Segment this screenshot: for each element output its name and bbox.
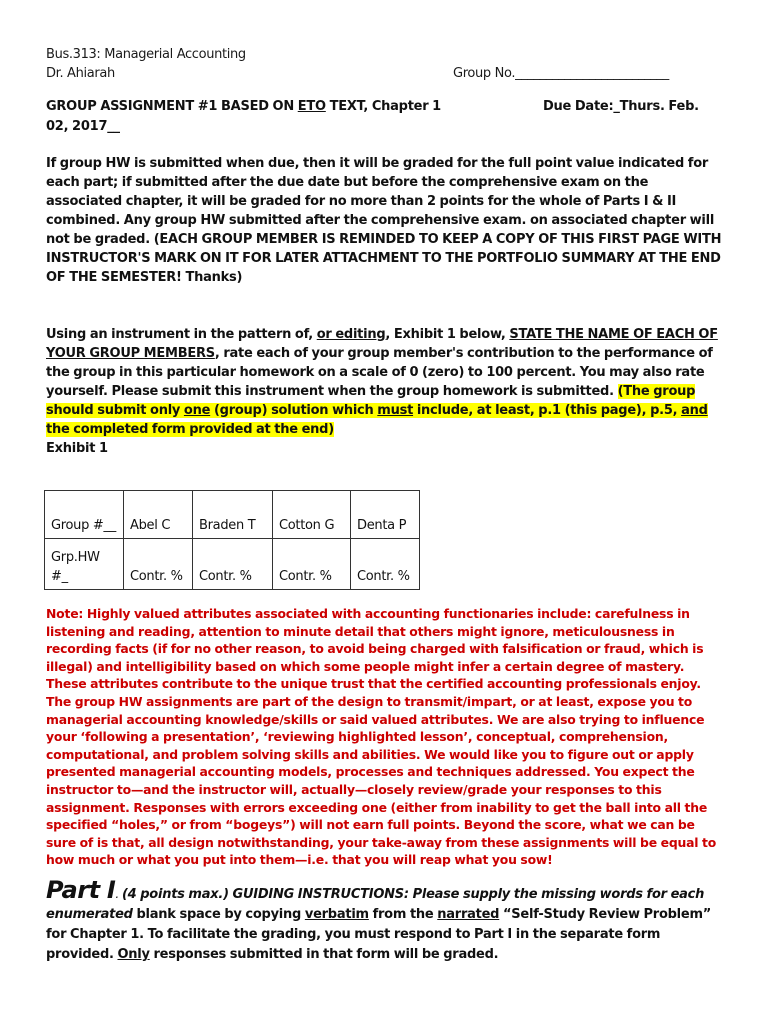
course-title: Bus.313: Managerial Accounting: [46, 47, 246, 62]
assignment-title: GROUP ASSIGNMENT #1 BASED ON ETO TEXT, Chapter 1: [46, 99, 441, 114]
table-cell: Contr. %: [273, 539, 351, 590]
table-cell: Denta P: [351, 491, 420, 539]
group-no-blank: _________________________: [515, 66, 669, 81]
part-1-heading: Part I: [46, 876, 116, 904]
table-cell: Grp.HW #_: [45, 539, 124, 590]
due-date: Due Date:_Thurs. Feb.: [543, 99, 699, 114]
table-cell: Contr. %: [351, 539, 420, 590]
table-cell: Group #__: [45, 491, 124, 539]
table-cell: Cotton G: [273, 491, 351, 539]
table-cell: Braden T: [193, 491, 273, 539]
exhibit-1-table: [44, 490, 420, 590]
table-row: [45, 539, 420, 590]
instrument-instructions: Using an instrument in the pattern of, or editing, Exhibit 1 below, STATE THE NAME OF EACH OF YOUR GROUP MEMBERS, rate each of your group member's contribution to the performance of the group in this particular homework on a scale of 0 (zero) to 100 percent. You may also rate yourself. Please submit this instrument when the group homework is submitted. (The group should submit only one (group) solution which must include, at least, p.1 (this page), p.5, and the completed form provided at the end) Exhibit 1: [46, 327, 718, 456]
table-cell: Contr. %: [124, 539, 193, 590]
group-number-field[interactable]: [453, 66, 669, 81]
due-date-continued: 02, 2017__: [46, 119, 120, 134]
submission-policy: If group HW is submitted when due, then it will be graded for the full point value indicated for each part; if submitted after the due date but before the comprehensive exam on the associated chapter, it will be graded for no more than 2 points for the whole of Parts I & II combined. Any group HW submitted after the comprehensive exam. on associated chapter will not be graded. (EACH GROUP MEMBER IS REMINDED TO KEEP A COPY OF THIS FIRST PAGE WITH INSTRUCTOR'S MARK ON IT FOR LATER ATTACHMENT TO THE PORTFOLIO SUMMARY AT THE END OF THE SEMESTER! Thanks): [46, 156, 722, 285]
table-cell: Contr. %: [193, 539, 273, 590]
attributes-note: Note: Highly valued attributes associated with accounting functionaries include: carefulness in listening and reading, attention to minute detail that others might ignore, meticulousness in recording facts (if for no other reason, to avoid being charged with falsification or fraud, which is illegal) and intelligibility based on which some people might infer a certain degree of mastery. These attributes contribute to the unique trust that the certified accounting professionals enjoy. The group HW assignments are part of the design to transmit/impart, or at least, expose you to managerial accounting knowledge/skills or said valued attributes. We are also trying to influence your ‘following a presentation’, ‘reviewing highlighted lesson’, conceptual, comprehension, computational, and problem solving skills and abilities. We would like you to figure out or apply presented managerial accounting models, processes and techniques addressed. You expect the instructor to—and the instructor will, actually—closely review/grade your responses to this assignment. Responses with errors exceeding one (either from inability to get the ball into all the specified “holes,” or from “bogeys”) will not earn full points. Beyond the score, what we can be sure of is that, all design notwithstanding, your take-away from these assignments will be equal to how much or what you put into them—i.e. that you will reap what you sow!: [46, 606, 717, 868]
table-cell: Abel C: [124, 491, 193, 539]
instructor-name: Dr. Ahiarah: [46, 66, 115, 81]
group-no-label: Group No.: [453, 66, 516, 81]
table-row: [45, 491, 420, 539]
part-1-instructions: Part I. (4 points max.) GUIDING INSTRUCTIONS: Please supply the missing words for each enumerated blank space by copying verbatim from the narrated “Self-Study Review Problem” for Chapter 1. To facilitate the grading, you must respond to Part I in the separate form provided. Only responses submitted in that form will be graded.: [46, 876, 712, 962]
exhibit-label: Exhibit 1: [46, 441, 108, 456]
eto-underlined: ETO: [297, 99, 326, 114]
highlighted-requirement: (The group should submit only one (group) solution which must include, at least, p.1 (this page), p.5, and the completed form provided at the end): [46, 384, 708, 437]
